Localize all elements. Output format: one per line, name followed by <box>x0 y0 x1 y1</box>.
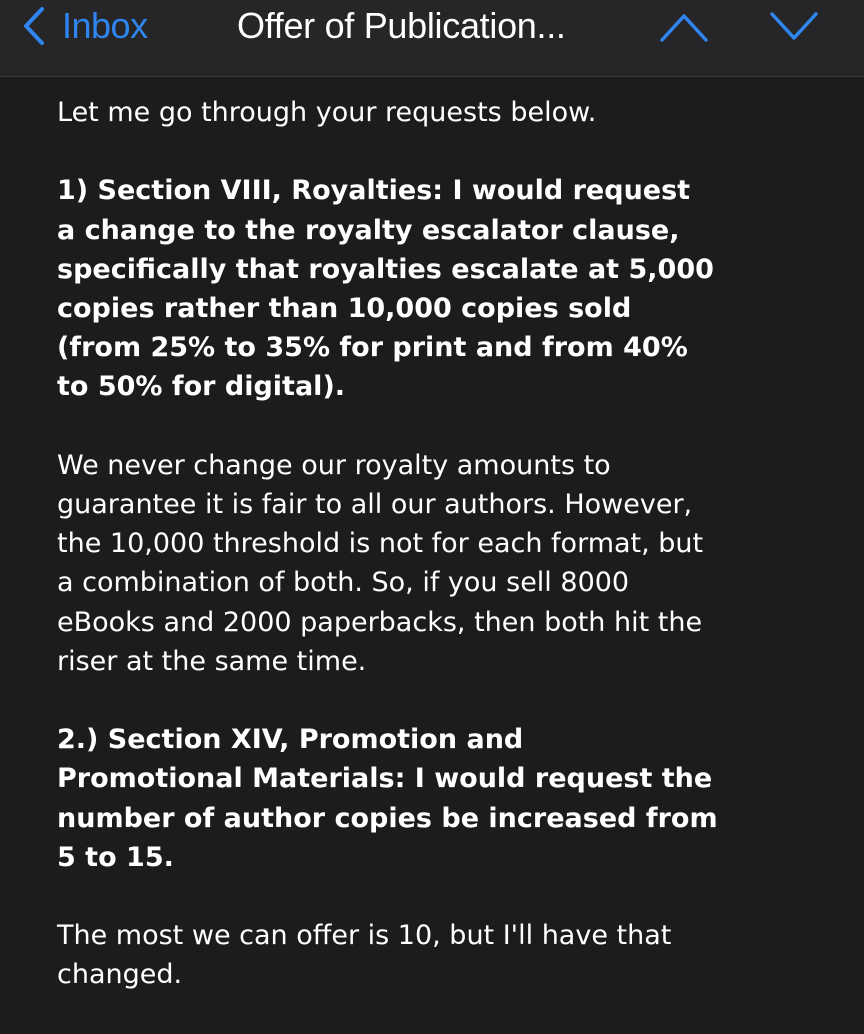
text-line: changed. <box>57 959 183 991</box>
text-line: 2.) Section XIV, Promotion and <box>57 724 524 756</box>
text-line: a combination of both. So, if you sell 8000 <box>57 567 630 599</box>
reply-paragraph <box>57 916 718 994</box>
text-line: specifically that royalties escalate at 5,000 <box>57 253 714 285</box>
back-label: Inbox <box>62 5 148 46</box>
text-line: 5 to 15. <box>57 841 174 873</box>
text-line: We never change our royalty amounts to <box>57 449 611 481</box>
quoted-request-paragraph <box>57 171 718 406</box>
chevron-up-icon <box>658 10 710 44</box>
text-line: Let me go through your requests below. <box>57 97 597 128</box>
message-subject-title: Offer of Publication... <box>237 5 566 46</box>
text-line: guarantee it is fair to all our authors. However, <box>57 489 693 520</box>
back-to-inbox-button[interactable] <box>18 4 148 48</box>
text-line: a change to the royalty escalator clause, <box>57 214 680 246</box>
chevron-left-icon <box>18 6 48 46</box>
nav-bar <box>0 0 864 77</box>
next-message-button[interactable] <box>768 10 820 44</box>
text-line: The most we can offer is 10, but I'll have that <box>57 920 672 952</box>
text-line: 1) Section VIII, Royalties: I would request <box>57 175 691 207</box>
text-line: number of author copies be increased from <box>57 802 718 834</box>
text-line: to 50% for digital). <box>57 371 346 403</box>
text-line: eBooks and 2000 paperbacks, then both hit the <box>57 606 703 638</box>
text-line: (from 25% to 35% for print and from 40% <box>57 332 688 364</box>
text-line: Promotional Materials: I would request the <box>57 763 713 795</box>
text-line: riser at the same time. <box>57 645 367 677</box>
text-line: the 10,000 threshold is not for each format, but <box>57 528 704 560</box>
previous-message-button[interactable] <box>658 10 710 44</box>
message-body <box>57 93 718 1034</box>
text-line: copies rather than 10,000 copies sold <box>57 293 632 324</box>
reply-paragraph <box>57 93 718 132</box>
reply-paragraph <box>57 446 718 681</box>
quoted-request-paragraph <box>57 720 718 877</box>
chevron-down-icon <box>768 10 820 44</box>
